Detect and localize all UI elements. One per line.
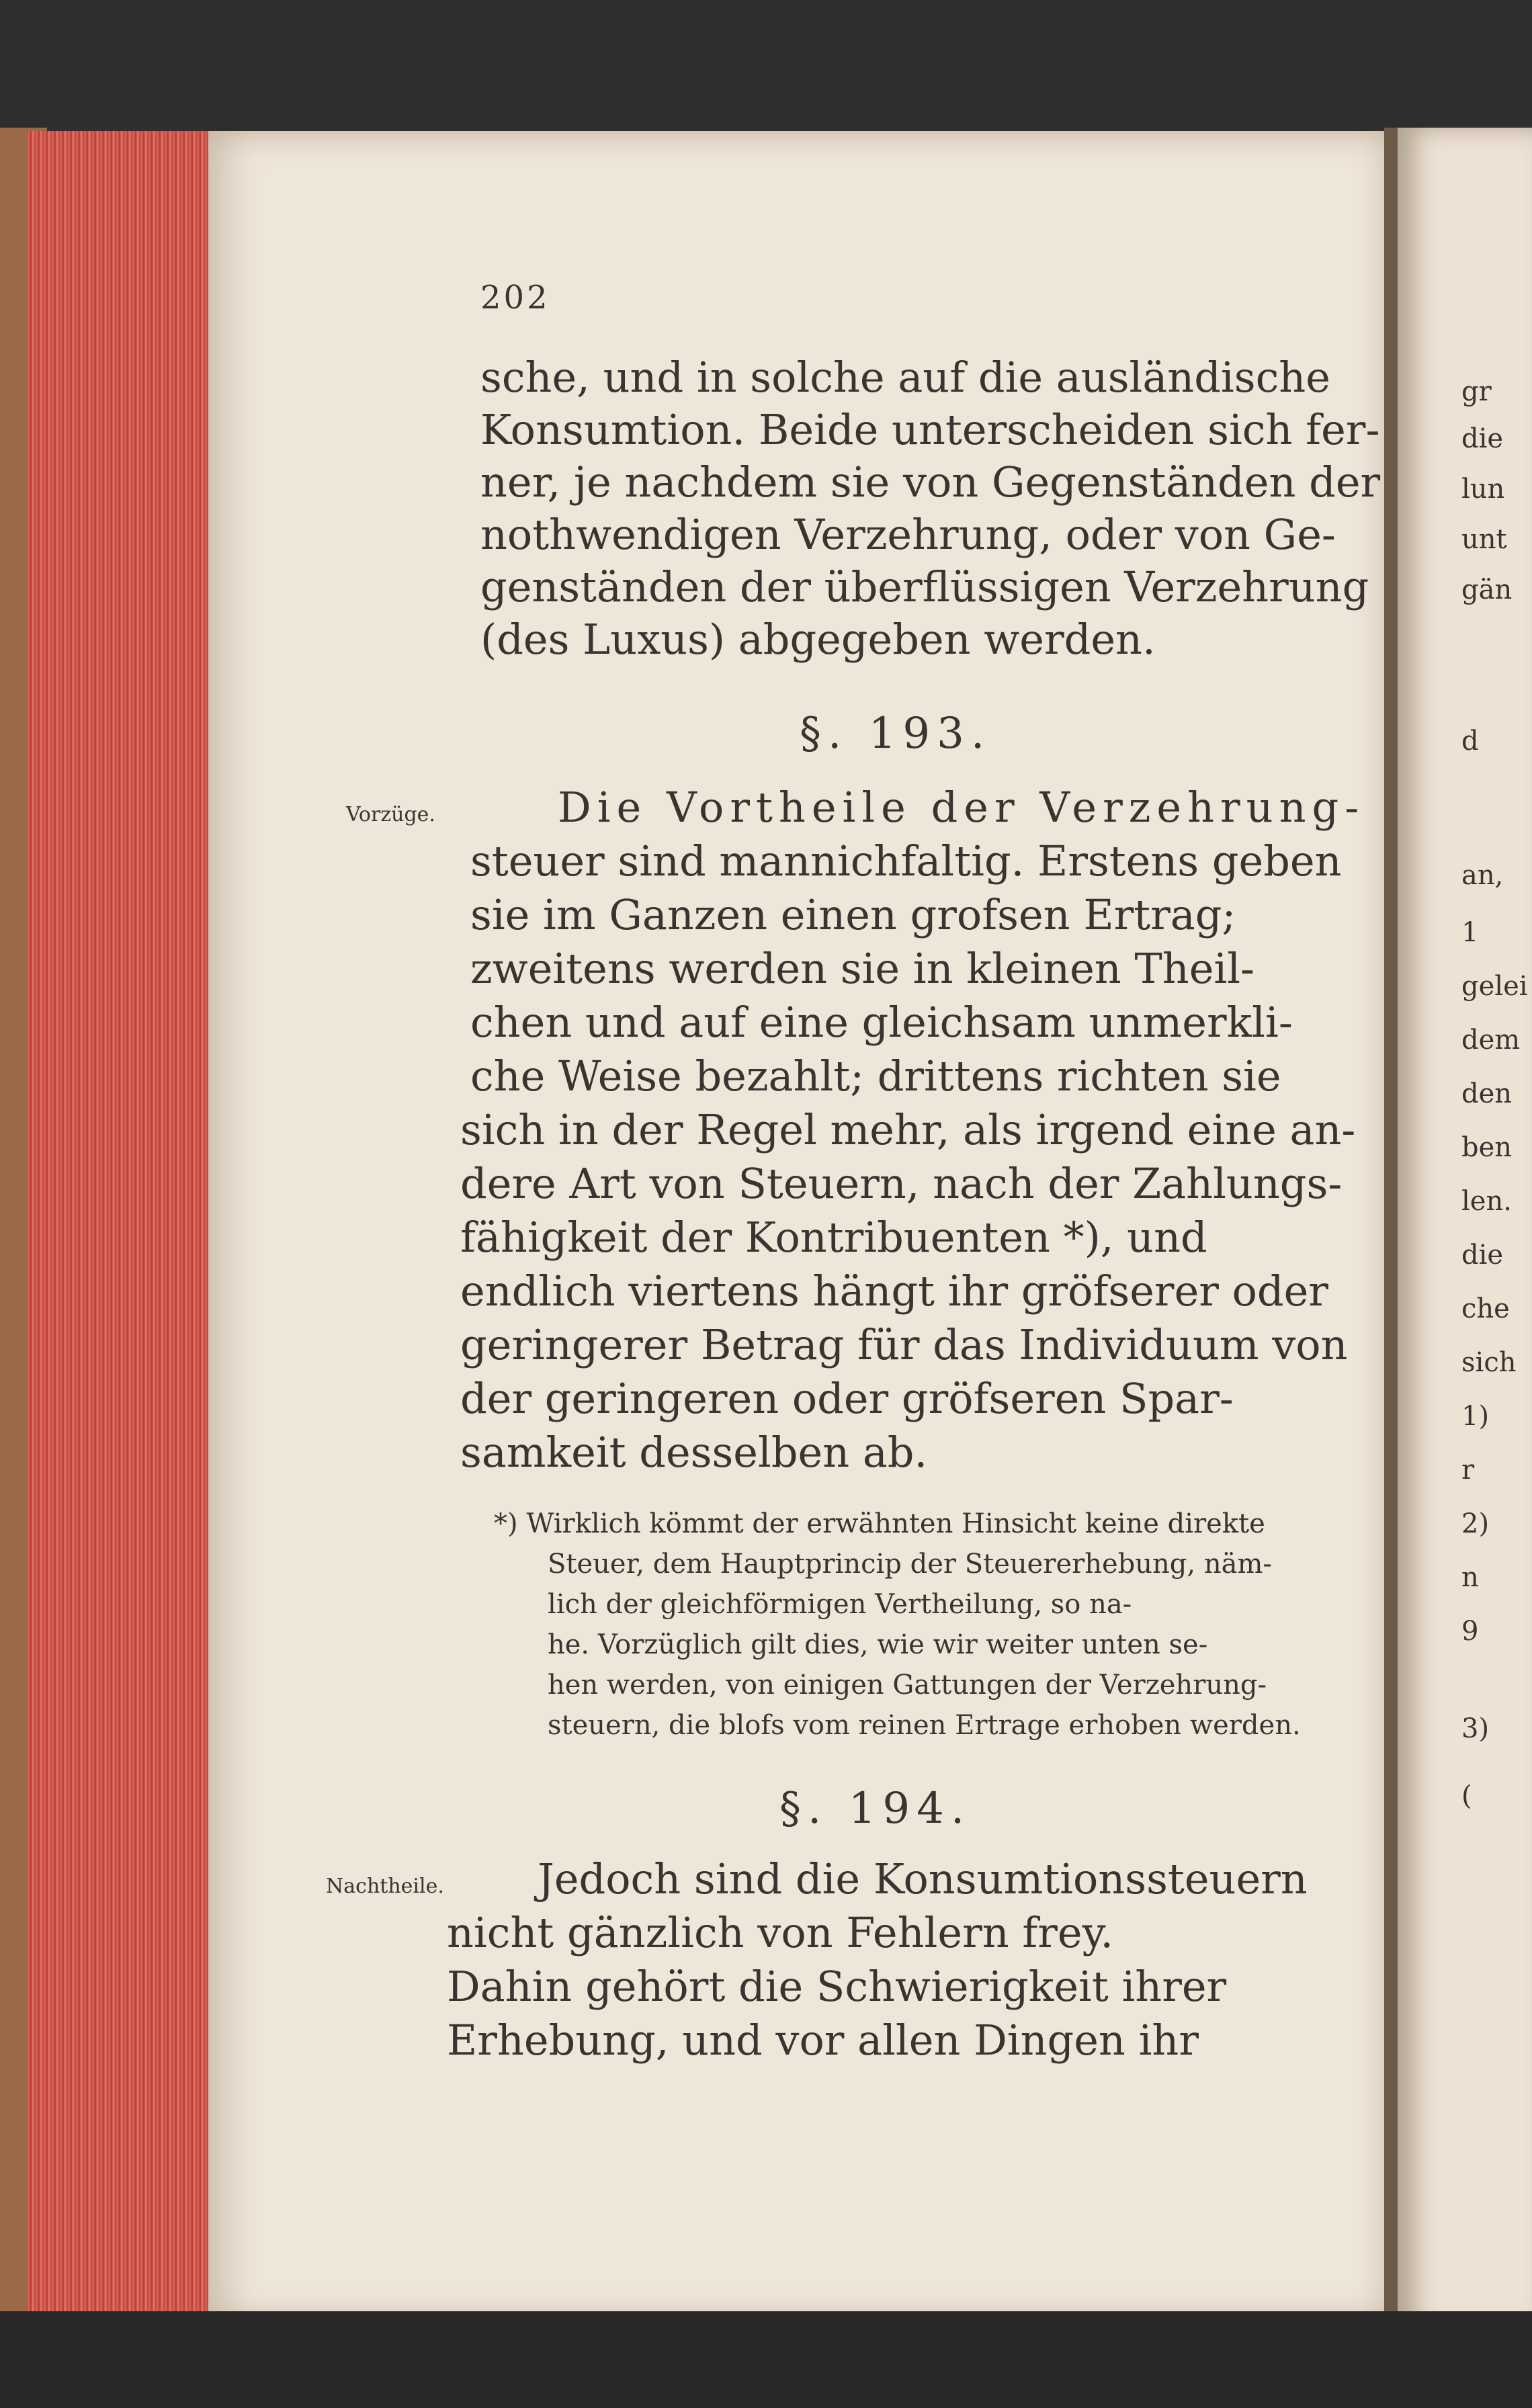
facing-fragment: r: [1461, 1455, 1475, 1486]
section-heading-193: §. 193.: [800, 709, 992, 759]
body-line: sich in der Regel mehr, als irgend eine an-: [460, 1105, 1356, 1154]
facing-fragment: 9: [1461, 1616, 1479, 1647]
facing-fragment: gän: [1461, 574, 1513, 605]
body-line: sche, und in solche auf die ausländische: [480, 353, 1330, 402]
footnote-line: lich der gleichförmigen Vertheilung, so na-: [548, 1589, 1132, 1620]
facing-fragment: dem: [1461, 1025, 1521, 1056]
body-line: geringerer Betrag für das Individuum von: [460, 1320, 1348, 1369]
body-line: Die Vortheile der Verzehrung-: [558, 783, 1365, 832]
body-line: steuer sind mannichfaltig. Erstens geben: [470, 836, 1342, 886]
facing-fragment: die: [1461, 423, 1504, 454]
body-line: genständen der überflüssigen Verzehrung: [480, 562, 1369, 611]
body-line: ner, je nachdem sie von Gegenständen der: [480, 458, 1381, 507]
facing-fragment: 2): [1461, 1508, 1490, 1539]
footnote-line: he. Vorzüglich gilt dies, wie wir weiter unten se-: [548, 1629, 1208, 1660]
body-line: Konsumtion. Beide unterscheiden sich fer-: [480, 405, 1380, 454]
body-line: chen und auf eine gleichsam unmerkli-: [470, 998, 1293, 1047]
body-line: che Weise bezahlt; drittens richten sie: [470, 1051, 1281, 1101]
facing-fragment: an,: [1461, 860, 1504, 891]
book-page-right: [1398, 128, 1532, 2331]
body-line: Erhebung, und vor allen Dingen ihr: [447, 2016, 1199, 2065]
facing-fragment: die: [1461, 1240, 1504, 1271]
facing-fragment: gelei: [1461, 971, 1528, 1002]
facing-fragment: 1: [1461, 917, 1479, 948]
footnote-line: hen werden, von einigen Gattungen der Verzehrung-: [548, 1670, 1267, 1701]
body-line: Dahin gehört die Schwierigkeit ihrer: [447, 1962, 1227, 2011]
facing-fragment: den: [1461, 1078, 1513, 1109]
facing-fragment: (: [1461, 1780, 1472, 1811]
facing-fragment: gr: [1461, 376, 1492, 407]
footnote-line: Steuer, dem Hauptprincip der Steuererhebung, näm-: [548, 1549, 1272, 1580]
footnote-line: steuern, die blofs vom reinen Ertrage erhoben werden.: [548, 1710, 1301, 1741]
body-line: sie im Ganzen einen grofsen Ertrag;: [470, 890, 1236, 939]
facing-fragment: len.: [1461, 1186, 1512, 1217]
body-line: (des Luxus) abgegeben werden.: [480, 615, 1156, 664]
body-line: samkeit desselben ab.: [460, 1428, 928, 1477]
page-number: 202: [480, 279, 550, 316]
body-line: nothwendigen Verzehrung, oder von Ge-: [480, 510, 1336, 559]
body-line: der geringeren oder gröfseren Spar-: [460, 1374, 1234, 1423]
body-line: fähigkeit der Kontribuenten *), und: [460, 1213, 1207, 1262]
marginal-note-vorzuege: Vorzüge.: [346, 803, 435, 826]
facing-fragment: sich: [1461, 1347, 1517, 1378]
facing-fragment: che: [1461, 1293, 1510, 1324]
facing-fragment: d: [1461, 726, 1479, 757]
body-line: Jedoch sind die Konsumtionssteuern: [538, 1854, 1308, 1903]
facing-fragment: unt: [1461, 524, 1507, 555]
body-line: dere Art von Steuern, nach der Zahlungs-: [460, 1159, 1343, 1208]
facing-fragment: lun: [1461, 474, 1505, 505]
section-heading-194: §. 194.: [779, 1784, 972, 1834]
body-line: nicht gänzlich von Fehlern frey.: [447, 1908, 1114, 1957]
facing-fragment: 1): [1461, 1401, 1490, 1432]
facing-fragment: 3): [1461, 1713, 1490, 1744]
footnote-line: *) Wirklich kömmt der erwähnten Hinsicht keine direkte: [494, 1508, 1265, 1539]
scan-background-top: [0, 0, 1532, 134]
marginal-note-nachtheile: Nachtheile.: [326, 1875, 444, 1898]
facing-fragment: n: [1461, 1562, 1479, 1593]
facing-fragment: ben: [1461, 1132, 1513, 1163]
body-line: endlich viertens hängt ihr gröfserer oder: [460, 1266, 1328, 1316]
scan-background-bottom: [0, 2311, 1532, 2408]
body-line: zweitens werden sie in kleinen Theil-: [470, 944, 1255, 993]
